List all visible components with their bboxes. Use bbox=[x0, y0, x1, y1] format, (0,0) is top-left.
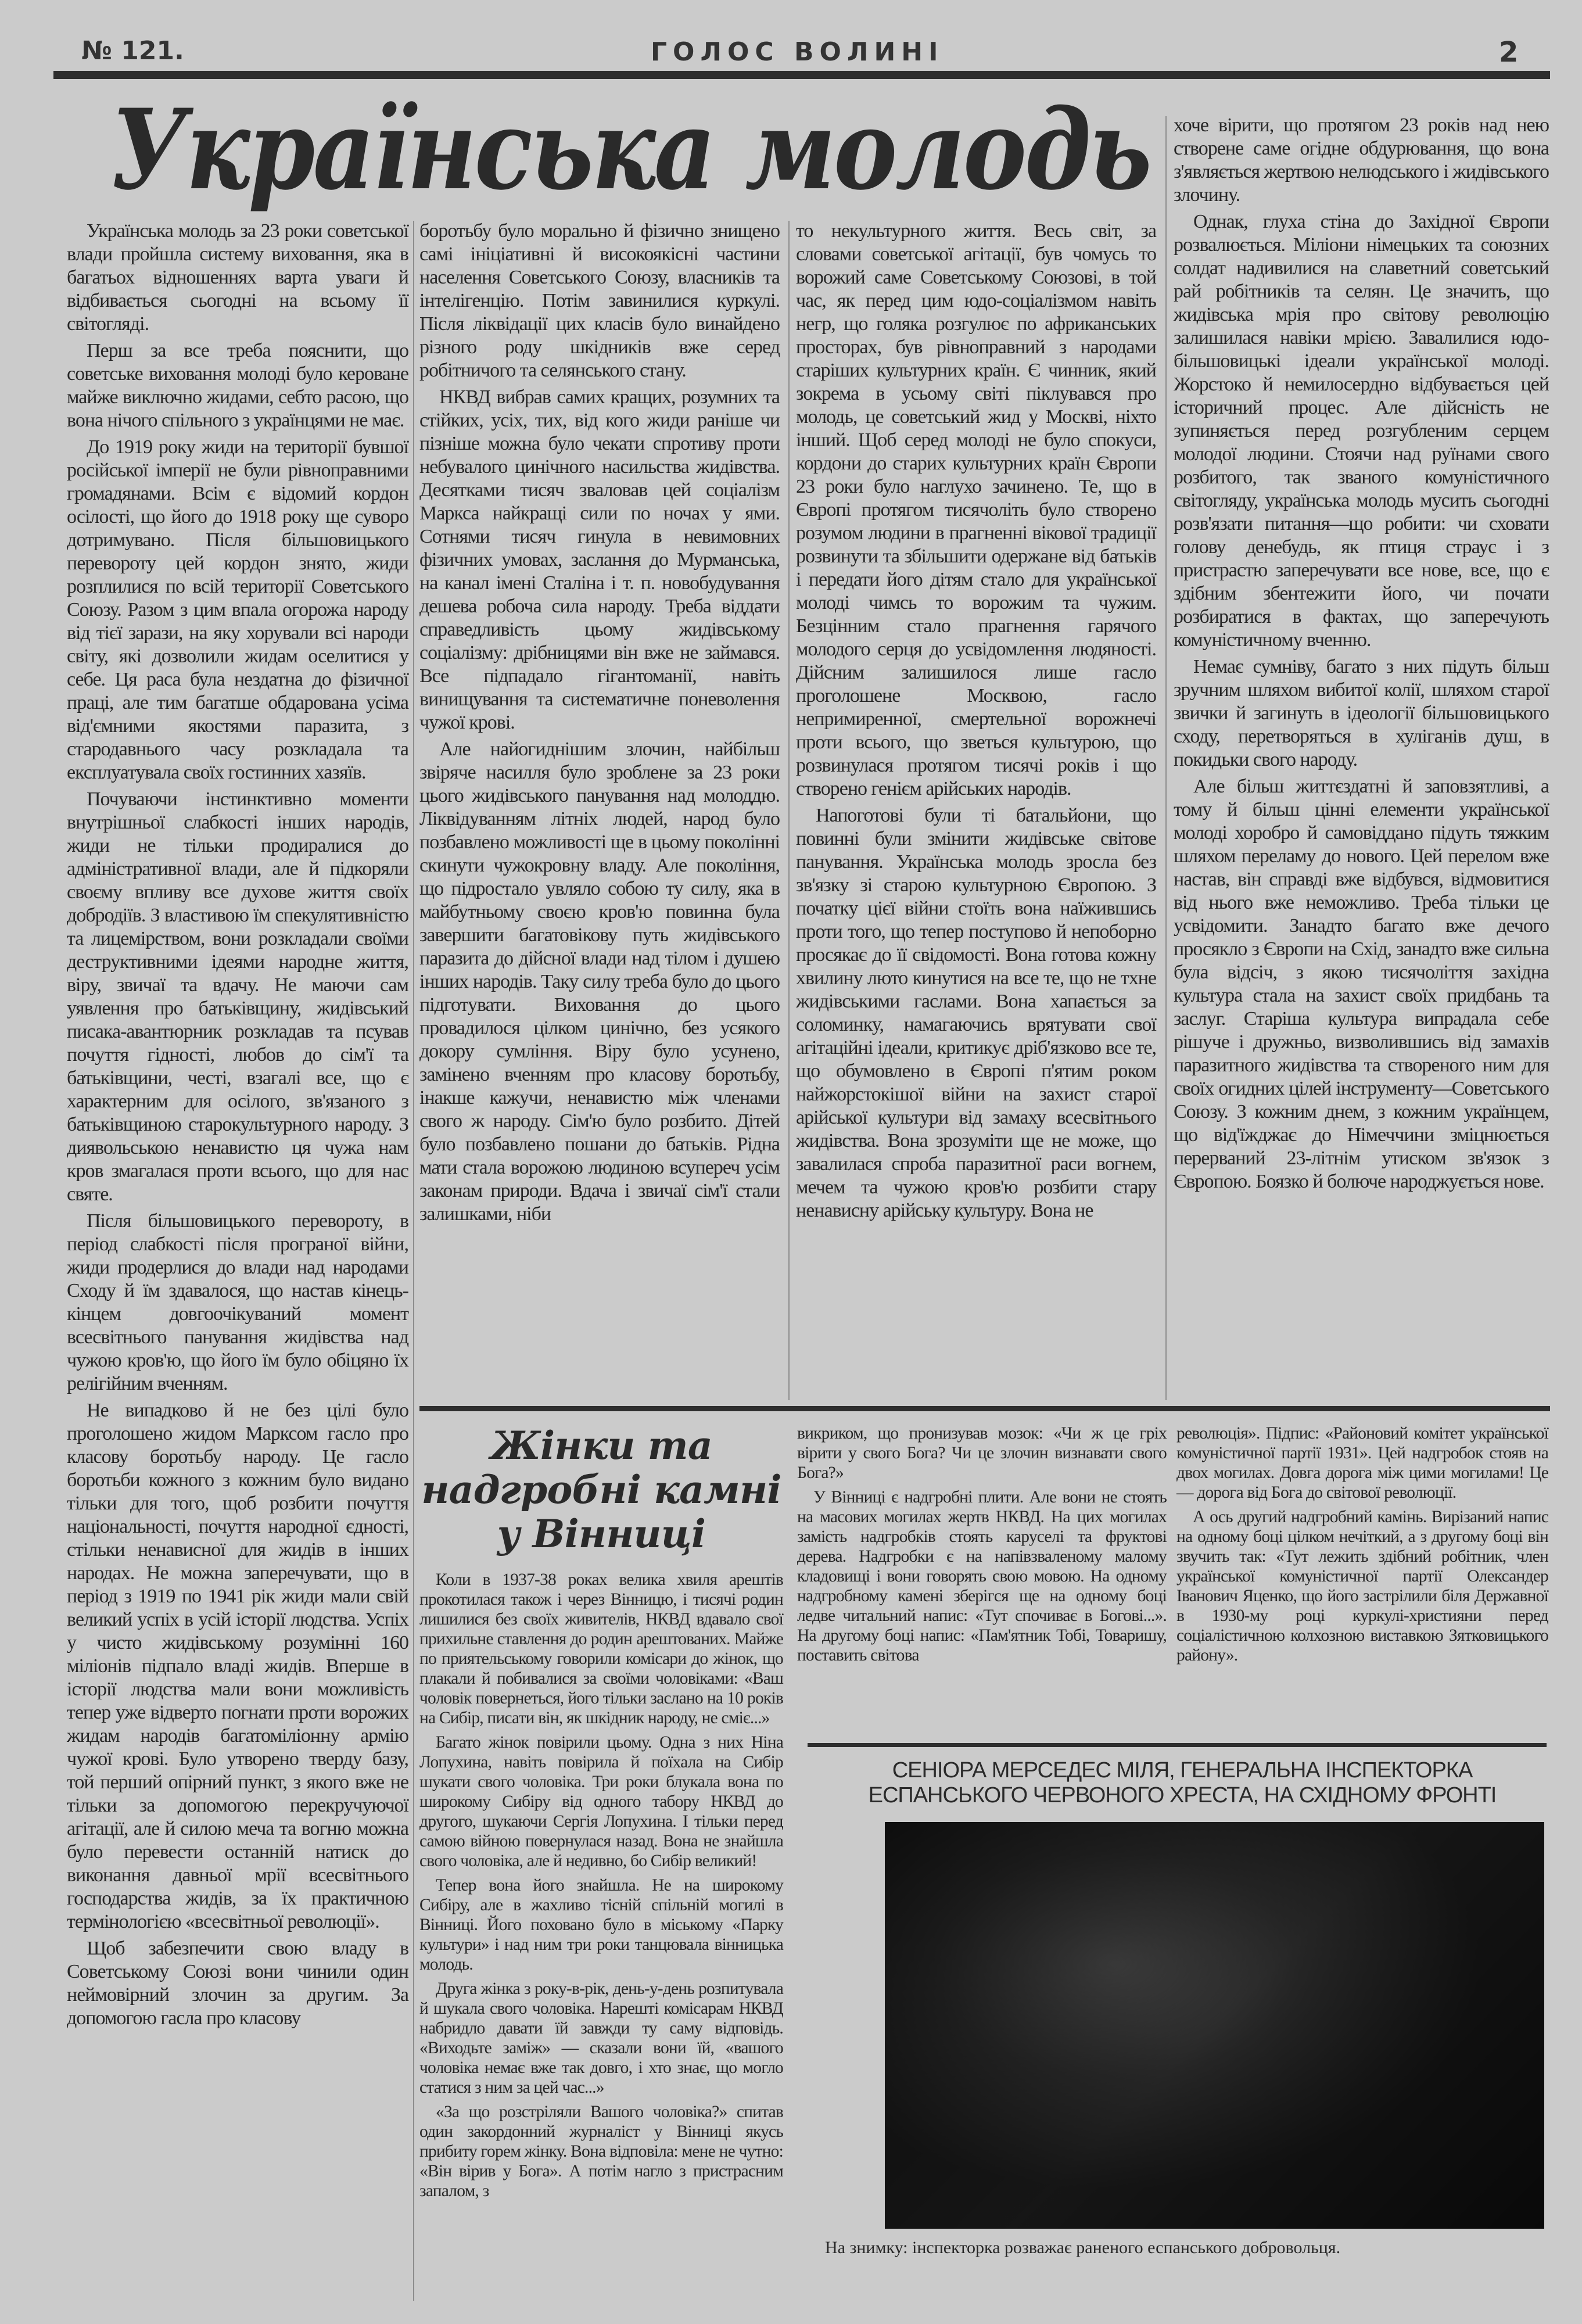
paragraph: А ось другий надгробний камінь. Вирізаний напис на одному боці цілком нечіткий, а з другому боці він звучить так: «Тут лежить здібний робітник, член української комуністичної партії Олександер Іванович Яценко, що його застрілили біля Державної в 1930-му році куркулі-християни перед соціалістичною колхозною виставкою Зятковицького району». bbox=[1176, 1508, 1548, 1665]
article-column-3 bbox=[796, 220, 1156, 1226]
article2-column-c bbox=[1176, 1423, 1548, 1670]
article2-headline: Жінки та надгробні камні у Вінниці bbox=[421, 1423, 781, 1556]
paragraph: Не випадково й не без цілі було проголошено жидом Марксом гасло про класову боротьбу народу. Це гасло боротьби кожного з кожним було видано тільки для того, щоб розбити почуття національності, почуття народної єдності, стільки ненависної для жидів в інших народах. Не можна заперечувати, що в період з 1919 по 1941 рік жиди мали свій великий успіх в усій історії людства. Успіх у чисто жидівському розумінні 160 міліонів підпало владі жидів. Вперше в історії людства мали вони можливість тепер уже відверто погнати проти ворожих жидам народів багатоміліонну армію чужої крові. Було утворено тверду базу, той перший опірний пункт, з якого вже не тільки за допомогою перекручуючої агітації, але й силою меча та вогню можна було перевести останній натиск до виконання давньої мрії всесвітнього господарства жидів, за їх практичною термінологією «всесвітньої революції». bbox=[67, 1400, 408, 1932]
section-rule bbox=[419, 1406, 1550, 1411]
paragraph: Багато жінок повірили цьому. Одна з них Ніна Лопухина, навіть повірила й поїхала на Сибір шукати свого чоловіка. Три роки блукала вона по широкому Сибіру від одного табору НКВД до другого, шукаючи Сергія Лопухина. І тільки перед самою війною повернулася назад. Вона не знайшла свого чоловіка, але й недивно, бо Сибір великий! bbox=[419, 1733, 783, 1870]
paragraph: Після більшовицького перевороту, в період слабкості після програної війни, жиди продерлися до влади над народами Сходу й їм здавалося, що настав кінець-кінцем довгоочікуваний момент всесвітнього панування жидівства над чужою кров'ю, що його їм було обіцяно їх релігійним вченням. bbox=[67, 1210, 408, 1394]
paragraph: У Вінниці є надгробні плити. Але вони не стоять на масових могилах жертв НКВД. На цих могилах замість надгробків стоять каруселі та фруктові дерева. Надгробки є на напівзваленому малому кладовищі і вони говорять свою мовою. На одному надгробному камені зберігся ще на одному боці ледве читальний напис: «Тут спочиває в Богові...». На другому боці напис: «Пам'ятник Тобі, Товаришу, поставить світова bbox=[797, 1488, 1167, 1665]
news-photo bbox=[885, 1822, 1544, 2229]
issue-number: № 121. bbox=[81, 36, 184, 66]
column-divider bbox=[413, 221, 414, 2301]
photo-caption: На знимку: інспекторка розважає раненого еспанського добровольця. bbox=[825, 2238, 1341, 2257]
paragraph: До 1919 року жиди на території бувшої російської імперії не були рівноправними громадянами. Всім є відомий кордон осілості, що його до 1918 року ще суворо дотримувано. Після більшовицького перевороту цей кордон знято, жиди розплилися по всій території Советського Союзу. Разом з цим впала огорожа народу від тієї зарази, на яку хорували всі народи світу, які дозволили жидам оселитися у себе. Ця раса була нездатна до фізичної праці, але тим багатше обдарована усіма від'ємними якостями паразита, з стародавнього часу розкладала та експлуатувала своїх гостинних хазяїв. bbox=[67, 436, 408, 783]
photo-section-rule bbox=[808, 1743, 1547, 1747]
paragraph: хоче вірити, що протягом 23 років над нею створене саме огідне обдурювання, що вона з'являється жертвою нелюдського і жидівського злочину. bbox=[1174, 114, 1549, 206]
paragraph: Але більш життєздатні й заповзятливі, а тому й більш цінні елементи української молоді хоробро й самовіддано підуть тяжким шляхом переламу до нового. Цей перелом вже настав, він справді вже відбувся, відмовитися від нього вже неможливо. Треба тільки це усвідомити. Занадто багато вже дечого просякло з Європи на Схід, занадто вже сильна була відсіч, з якою тисячоліття західна культура стала на захист своїх придбань та заслуг. Старіша культура випрадала себе рішуче і дружньо, визволившись від замахів паразитного жидівства та створеного ним для своїх огидних цілей інструменту—Советського Союзу. З кожним днем, з кожним українцем, що від'їжджає до Німеччини зміцнюється перерваний 23-літнім утиском зв'язок з Європою. Боязко й болюче народжується нове. bbox=[1174, 776, 1549, 1192]
paragraph: Коли в 1937-38 роках велика хвиля арештів прокотилася також і через Вінницю, і тисячі родин лишилися без своїх живителів, НКВД вдавало свої прихильне ставлення до родин арештованих. Майже по приятельському говорили комісари до жінок, що плакали й побивалися за своїми чоловіками: «Ваш чоловік повернеться, його тільки заслано на 10 років на Сибір, писати він, як шкідник народу, не сміє...» bbox=[419, 1570, 783, 1727]
column-divider bbox=[1165, 116, 1167, 1400]
paragraph: НКВД вибрав самих кращих, розумних та стійких, усіх, тих, від кого жиди раніше чи пізніше можна було чекати спротиву проти небувалого цинічного насильства жидівства. Десятками тисяч зваловав цей соціалізм Маркса найкращі сили по ночах у ями. Сотнями тисяч гинула в невимовних фізичних умовах, заслання до Мурманська, на канал імені Сталіна і т. п. новобудування дешева робоча сила народу. Треба віддати справедливість цьому жидівському соціалізму: дрібницями він вже не займався. Все підпадало гігантоманії, навіть винищування та систематичне поневолення чужої крові. bbox=[419, 386, 780, 733]
paragraph: Немає сумніву, багато з них підуть більш зручним шляхом вибитої колії, шляхом старої звички й загинуть в ідеології більшовицького сходу, перетворяться в хуліганів душ, в покидьки свого народу. bbox=[1174, 656, 1549, 770]
page-number: 2 bbox=[1499, 36, 1519, 69]
article-headline: Українська молодь bbox=[110, 85, 1150, 214]
paragraph: Почуваючи інстинктивно моменти внутрішньої слабкості інших народів, жиди не тільки продиралися до адміністративної влади, але й підкоряли своєму впливу все духове життя своїх добродіїв. З властивою їм спекулятивністю та лицемірством, вони розкладали своїми деструктивними ідеями народне життя, віру, звичаї та вдачу. Не маючи сам уявлення про батьківщину, жидівський писака-авантюрник розкладав та псував почуття гідності, любов до сім'ї та батьківщини, честі, взагалі все, що є характерним для осілого, зв'язаного з батьківщиною старокультурного народу. З диявольською ненавистю ця чужа нам кров змагалася проти всього, що для нас святе. bbox=[67, 788, 408, 1205]
paragraph: Напоготові були ті батальйони, що повинні були змінити жидівське світове панування. Українська молодь зросла без зв'язку зі старою культурною Європою. З початку цієї війни стоїть вона наїжившись проти того, що тепер поступово й непоборно просякає до її свідомості. Вона готова кожну хвилину люто кинутися на все те, що не тхне жидівськими гаслами. Вона хапається за соломинку, намагаючись врятувати свої агітаційні ідеали, критикує дріб'язково все те, що обумовлено в Європі п'ятим роком найжорстокішої війни на захист старої арійської культури від замаху всесвітнього жидівства. Вона зрозуміти ще не може, що завалилася спроба паразитної раси вогнем, мечем та чужою кров'ю розбити стару ненависну арійську культуру. Вона не bbox=[796, 805, 1156, 1221]
paragraph: революція». Підпис: «Районовий комітет української комуністичної партії 1931». Цей надгробок стояв на двох могилах. Довга дорога між цими могилами! Це — дорога від Бога до світової революції. bbox=[1176, 1424, 1548, 1502]
paragraph: Але найогиднішим злочин, найбільш звіряче насилля було зроблене за 23 роки цього жидівського панування над молоддю. Ліквідуванням літніх людей, народ було позбавлено можливості ще в цьому поколінні скинути чужокровну владу. Але покоління, що підростало увляло собою ту силу, яка в майбутньому своєю кров'ю повинна була завершити багатовікову путь жидівського паразита до дійсної влади над тілом і душею інших народів. Таку силу треба було до цього підготувати. Виховання до цього провадилося цілком цинічно, без усякого докору сумління. Віру було усунено, замінено вченням про класову боротьбу, інакше кажучи, ненавистю між членами свого ж народу. Сім'ю було розбито. Дітей було позбавлено пошани до батьків. Рідна мати стала ворожою людиною всупереч усім законам природи. Вдача і звичаї сім'ї стали залишками, ніби bbox=[419, 738, 780, 1225]
paragraph: Друга жінка з року-в-рік, день-у-день розпитувала й шукала свого чоловіка. Нарешті комісарам НКВД набридло давати їй завжди ту саму відповідь. «Виходьте заміж» — сказали вони їй, «вашого чоловіка немає вже так довго, і хто знає, що могло статися з ним за цей час...» bbox=[419, 1979, 783, 2097]
paragraph: «За що розстріляли Вашого чоловіка?» спитав один закордонний журналіст у Вінниці якусь прибиту горем жінку. Вона відповіла: мене не чутно: «Він вірив у Бога». А потім нагло з пристрасним запалом, з bbox=[419, 2103, 783, 2200]
article-column-1 bbox=[67, 220, 408, 2033]
paragraph: Тепер вона його знайшла. Не на широкому Сибіру, але в жахливо тісній спільній могилі в Вінниці. Його поховано було в міському «Парку культури» і над ним три роки танцювала вінницька молодь. bbox=[419, 1876, 783, 1974]
paragraph: Перш за все треба пояснити, що советське виховання молоді було кероване майже виключно жидами, себто расою, що вона нічого спільного з українцями не має. bbox=[67, 340, 408, 431]
article2-column-b bbox=[797, 1423, 1167, 1670]
paragraph: Щоб забезпечити свою владу в Советському Союзі вони чинили один неймовірний злочин за другим. За допомогою гасла про класову bbox=[67, 1938, 408, 2029]
article2-column-a bbox=[419, 1423, 783, 2205]
photo-headline: СЕНІОРА МЕРСЕДЕС МІЛЯ, ГЕНЕРАЛЬНА ІНСПЕКТОРКА ЕСПАНСЬКОГО ЧЕРВОНОГО ХРЕСТА, НА СХІДНОМУ ФРОНТІ bbox=[868, 1758, 1497, 1807]
column-divider bbox=[788, 221, 790, 1400]
paragraph: то некультурного життя. Весь світ, за словами советської агітації, був чомусь то ворожий саме Советському Союзові, в той час, як перед цим юдо-соціалізмом навіть негр, що голяка розгулює по африканських просторах, був рівноправний з народами старіших культурних країн. Є чинник, який зокрема в усьому світі піклувався про молодь, це советський жид у Москві, ніхто інший. Щоб серед молоді не було спокуси, кордони до старих культурних країн Європи 23 роки було наглухо зачинено. Те, що в Європі протягом тисячоліть було створено розумом людини в прагненні вікової традиції розвинути та збільшити одержане від батьків і передати його дітям стало для української молоді чимсь то ворожим та чужим. Безцінним стало прагнення гарячого молодого серця до усвідомлення людяності. Дійсним залишилося лише гасло проголошене Москвою, гасло непримиренної, смертельної ворожнечі проти всього, що зветься культурою, що розвинулася протягом тисячі років і що створено генієм арійських народів. bbox=[796, 220, 1156, 799]
paragraph: Однак, глуха стіна до Західної Європи розвалюється. Міліони німецьких та союзних солдат надивилися на славетний советський рай робітників та селян. Це значить, що жидівська мрія про світову революцію залишилася навіки мрією. Завалилися юдо-більшовицькі ідеали української молоді. Жорстоко й немилосердно відбувається цей історичний процес. Але дійсність не зупиняється перед розгубленим серцем молодої людини. Стоячи над руїнами свого розбитого, так званого комуністичного світогляду, українська молодь мусить сьогодні розв'язати питання—що робити: чи сховати голову денебудь, як птиця страус і з пристрастю заперечувати все нове, все, що є здібним збентежити його, чи почати розбиратися в фактах, що заперечують комуністичному вченню. bbox=[1174, 211, 1549, 651]
paragraph: Українська молодь за 23 роки советської влади пройшла систему виховання, яка в багатьох відношеннях варта уваги й відбивається сьогодні на всьому її світогляді. bbox=[67, 220, 408, 335]
article-column-4 bbox=[1174, 114, 1549, 1197]
newspaper-name: ГОЛОС ВОЛИНІ bbox=[651, 37, 944, 67]
paragraph: боротьбу було морально й фізично знищено самі ініціативні й високоякісні частини населення Советського Союзу, власників та інтелігенцію. Потім завинилися куркулі. Після ліквідації цих класів було винайдено різного роду шкідників вже серед робітничого та селянського стану. bbox=[419, 220, 780, 381]
article-column-2 bbox=[419, 220, 780, 1229]
paragraph: викриком, що пронизував мозок: «Чи ж це гріх вірити у свого Бога? Чи це злочин визнавати свого Бога?» bbox=[797, 1424, 1167, 1482]
masthead-rule bbox=[53, 71, 1550, 79]
